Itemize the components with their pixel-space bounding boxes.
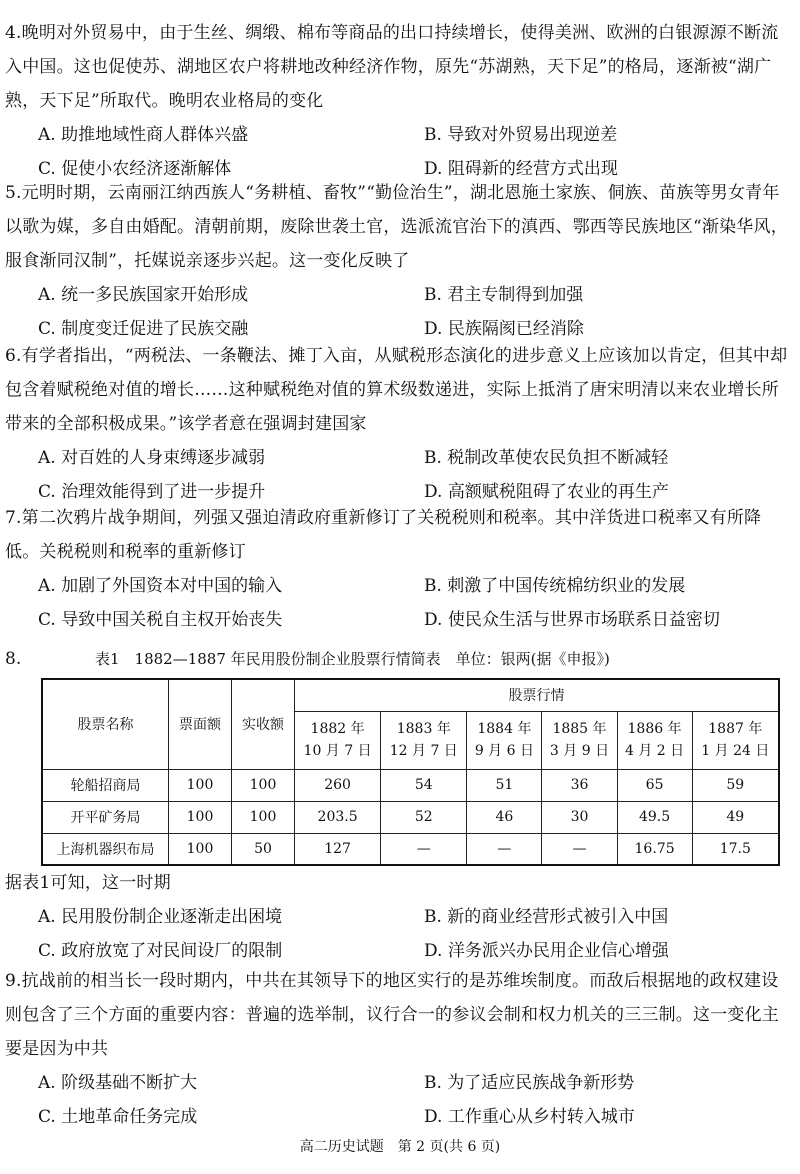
cell-face-value: 100	[169, 833, 232, 865]
question-8-option-b[interactable]: B. 新的商业经营形式被引入中国	[424, 907, 669, 927]
header-date-year: 1884 年	[477, 721, 532, 737]
header-date-2	[381, 711, 467, 769]
question-8-option-c[interactable]: C. 政府放宽了对民间设厂的限制	[38, 941, 283, 961]
cell-price: 49.5	[617, 801, 692, 833]
question-5-option-d[interactable]: D. 民族隔阂已经消除	[424, 319, 584, 339]
table-row	[42, 769, 779, 801]
cell-price: 17.5	[692, 833, 779, 865]
cell-price: 16.75	[617, 833, 692, 865]
cell-price: 49	[692, 801, 779, 833]
header-date-year: 1883 年	[396, 721, 451, 737]
page-footer: 高二历史试题 第 2 页(共 6 页)	[299, 1139, 501, 1155]
cell-paid-value: 100	[232, 769, 295, 801]
question-9-stem: 9.抗战前的相当长一段时期内，中共在其领导下的地区实行的是苏维埃制度。而敌后根据地的政权建设则包含了三个方面的重要内容：普遍的选举制，议行合一的参议会制和权力机关的三三制。这一变化主要是因为中共	[5, 971, 779, 1059]
question-6-options-row-1	[5, 441, 793, 475]
question-4-option-c[interactable]: C. 促使小农经济逐渐解体	[38, 159, 232, 179]
table-body	[42, 769, 779, 865]
table-row	[42, 801, 779, 833]
question-5	[5, 176, 793, 346]
question-9-options-row-2	[5, 1100, 793, 1134]
question-4-options-row-1	[5, 118, 793, 152]
question-6-option-b[interactable]: B. 税制改革使农民负担不断减轻	[424, 448, 669, 468]
question-8-options-row-2	[5, 934, 793, 968]
question-7-stem: 7.第二次鸦片战争期间，列强又强迫清政府重新修订了关税税则和税率。其中洋货进口税率又有所降低。关税税则和税率的重新修订	[5, 508, 762, 562]
header-date-day: 4 月 2 日	[624, 743, 685, 759]
question-5-option-b[interactable]: B. 君主专制得到加强	[424, 285, 584, 305]
question-7-options-row-2	[5, 603, 793, 637]
question-9	[5, 964, 793, 1134]
question-8-options-row-1	[5, 900, 793, 934]
cell-paid-value: 50	[232, 833, 295, 865]
question-7-option-d[interactable]: D. 使民众生活与世界市场联系日益密切	[424, 610, 720, 630]
table-title: 表1 1882—1887 年民用股份制企业股票行情简表 单位：银两(据《申报》)	[95, 650, 610, 668]
header-date-day: 9 月 6 日	[474, 743, 534, 759]
header-price-group: 股票行情	[295, 679, 780, 711]
header-date-1	[295, 711, 381, 769]
cell-paid-value: 100	[232, 801, 295, 833]
question-9-option-a[interactable]: A. 阶级基础不断扩大	[38, 1073, 198, 1093]
cell-price: 30	[542, 801, 617, 833]
header-paid-value: 实收额	[232, 679, 295, 769]
cell-price: 52	[381, 801, 467, 833]
question-4-option-a[interactable]: A. 助推地域性商人群体兴盛	[38, 125, 249, 145]
cell-stock-name: 轮船招商局	[42, 769, 169, 801]
question-4-option-d[interactable]: D. 阻碍新的经营方式出现	[424, 159, 618, 179]
header-date-6	[692, 711, 779, 769]
header-stock-name: 股票名称	[42, 679, 169, 769]
question-9-option-c[interactable]: C. 土地革命任务完成	[38, 1107, 198, 1127]
cell-face-value: 100	[169, 801, 232, 833]
question-4-option-b[interactable]: B. 导致对外贸易出现逆差	[424, 125, 618, 145]
cell-price: 51	[467, 769, 542, 801]
cell-price: —	[381, 833, 467, 865]
question-5-options-row-1	[5, 278, 793, 312]
question-6	[5, 339, 793, 509]
header-face-value: 票面额	[169, 679, 232, 769]
question-5-option-c[interactable]: C. 制度变迁促进了民族交融	[38, 319, 249, 339]
question-7-option-c[interactable]: C. 导致中国关税自主权开始丧失	[38, 610, 283, 630]
table-header-row-1	[42, 679, 779, 711]
cell-price: 36	[542, 769, 617, 801]
question-5-stem: 5.元明时期，云南丽江纳西族人“务耕植、畜牧”“勤俭治生”，湖北恩施土家族、侗族、苗族等男女青年以歌为媒，多自由婚配。清朝前期，废除世袭土官，选派流官治下的滇西、鄂西等民族地区“渐染华风，服食渐同汉制”，托媒说亲逐步兴起。这一变化反映了	[5, 183, 788, 271]
header-date-day: 3 月 9 日	[549, 743, 610, 759]
question-9-option-d[interactable]: D. 工作重心从乡村转入城市	[424, 1107, 635, 1127]
cell-price: 260	[295, 769, 381, 801]
stock-table	[41, 678, 780, 866]
question-4	[5, 16, 793, 186]
header-date-year: 1882 年	[310, 721, 365, 737]
header-date-4	[542, 711, 617, 769]
cell-price: 54	[381, 769, 467, 801]
cell-price: —	[542, 833, 617, 865]
cell-price: —	[467, 833, 542, 865]
question-5-option-a[interactable]: A. 统一多民族国家开始形成	[38, 285, 249, 305]
header-date-year: 1885 年	[552, 721, 607, 737]
header-date-year: 1886 年	[627, 721, 682, 737]
table-row	[42, 833, 779, 865]
cell-stock-name: 开平矿务局	[42, 801, 169, 833]
question-7	[5, 501, 793, 637]
question-4-stem: 4.晚明对外贸易中，由于生丝、绸缎、棉布等商品的出口持续增长，使得美洲、欧洲的白银源源不断流入中国。这也促使苏、湖地区农户将耕地改种经济作物，原先“苏湖熟，天下足”的格局，逐渐被“湖广熟，天下足”所取代。晚明农业格局的变化	[5, 23, 779, 111]
question-9-option-b[interactable]: B. 为了适应民族战争新形势	[424, 1073, 635, 1093]
question-6-option-c[interactable]: C. 治理效能得到了进一步提升	[38, 482, 266, 502]
header-date-year: 1887 年	[708, 721, 763, 737]
question-8-stem: 据表1可知，这一时期	[5, 873, 171, 893]
question-8-option-a[interactable]: A. 民用股份制企业逐渐走出困境	[38, 907, 283, 927]
question-6-stem: 6.有学者指出，“两税法、一条鞭法、摊丁入亩，从赋税形态演化的进步意义上应该加以肯定，但其中却包含着赋税绝对值的增长……这种赋税绝对值的算术级数递进，实际上抵消了唐宋明清以来农业增长所带来的全部积极成果。”该学者意在强调封建国家	[5, 346, 788, 434]
header-date-day: 1 月 24 日	[701, 743, 770, 759]
question-6-option-d[interactable]: D. 高额赋税阻碍了农业的再生产	[424, 482, 669, 502]
cell-price: 127	[295, 833, 381, 865]
header-date-5	[617, 711, 692, 769]
question-9-options-row-1	[5, 1066, 793, 1100]
cell-face-value: 100	[169, 769, 232, 801]
header-date-3	[467, 711, 542, 769]
question-8-number: 8.	[5, 649, 22, 669]
question-8	[5, 866, 793, 968]
header-date-day: 12 月 7 日	[389, 743, 458, 759]
header-date-day: 10 月 7 日	[303, 743, 372, 759]
question-7-options-row-1	[5, 569, 793, 603]
cell-stock-name: 上海机器织布局	[42, 833, 169, 865]
cell-price: 65	[617, 769, 692, 801]
question-7-option-b[interactable]: B. 刺激了中国传统棉纺织业的发展	[424, 576, 686, 596]
cell-price: 59	[692, 769, 779, 801]
question-7-option-a[interactable]: A. 加剧了外国资本对中国的输入	[38, 576, 283, 596]
question-8-option-d[interactable]: D. 洋务派兴办民用企业信心增强	[424, 941, 669, 961]
question-6-option-a[interactable]: A. 对百姓的人身束缚逐步减弱	[38, 448, 266, 468]
cell-price: 46	[467, 801, 542, 833]
cell-price: 203.5	[295, 801, 381, 833]
